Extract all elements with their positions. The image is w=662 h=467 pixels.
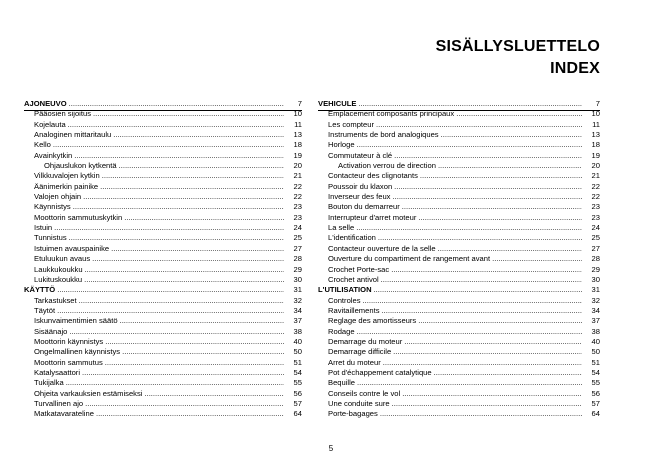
dot-leader <box>382 306 583 316</box>
toc-entry-page: 21 <box>293 171 302 181</box>
toc-entry-page: 37 <box>591 316 600 326</box>
toc-entry <box>318 399 600 409</box>
section-divider <box>24 110 302 111</box>
toc-section-heading <box>24 99 302 109</box>
toc-entry-label: Äänimerkin painike <box>34 181 99 191</box>
toc-entry <box>318 265 600 275</box>
toc-entry <box>318 337 600 347</box>
toc-entry-label: Rodage <box>328 326 355 336</box>
dot-leader <box>92 254 284 264</box>
toc-entry-page: 56 <box>293 388 302 398</box>
toc-entry-label: Turvallinen ajo <box>34 398 84 408</box>
toc-entry-page: 22 <box>293 192 302 202</box>
toc-entry <box>24 140 302 150</box>
toc-entry-page: 29 <box>591 264 600 274</box>
dot-leader <box>356 223 582 233</box>
dot-leader <box>456 109 582 119</box>
toc-entry <box>318 327 600 337</box>
dot-leader <box>122 347 284 357</box>
toc-entry-page: 27 <box>293 243 302 253</box>
toc-entry <box>318 120 600 130</box>
dot-leader <box>441 130 582 140</box>
toc-entry-label: Moottorin sammutuskytkin <box>34 212 123 222</box>
toc-entry <box>318 151 600 161</box>
dot-leader <box>357 327 582 337</box>
toc-entry-page: 22 <box>293 181 302 191</box>
dot-leader <box>100 182 284 192</box>
toc-entry-label: Kello <box>34 140 51 150</box>
toc-entry-label: Crochet Porte-sac <box>328 264 390 274</box>
toc-entry-page: 20 <box>293 161 302 171</box>
toc-entry-label: Iskunvaimentimien säätö <box>34 316 118 326</box>
dot-leader <box>144 389 284 399</box>
dot-leader <box>376 120 582 130</box>
toc-entry-label: Bequille <box>328 378 356 388</box>
dot-leader <box>120 316 284 326</box>
toc-entry <box>24 161 302 171</box>
toc-entry-label: Valojen ohjain <box>34 192 82 202</box>
toc-entry-label: Ohjeita varkauksien estämiseksi <box>34 388 143 398</box>
toc-entry-page: 21 <box>591 171 600 181</box>
toc-column-french <box>318 99 600 420</box>
toc-entry-page: 29 <box>293 264 302 274</box>
toc-entry <box>318 244 600 254</box>
toc-entry-label: Ouverture du compartiment de rangement avant <box>328 254 491 264</box>
toc-entry-label: Arret du moteur <box>328 357 381 367</box>
toc-entry-label: Une conduite sure <box>328 398 390 408</box>
dot-leader <box>66 378 284 388</box>
toc-entry-page: 37 <box>293 316 302 326</box>
dot-leader <box>378 233 582 243</box>
toc-entry-page: 27 <box>591 243 600 253</box>
toc-entry-label: Etuluukun avaus <box>34 254 91 264</box>
dot-leader <box>105 358 284 368</box>
dot-leader <box>74 151 284 161</box>
toc-entry-label: Poussoir du klaxon <box>328 181 393 191</box>
toc-entry-label: Avainkytkin <box>34 150 73 160</box>
toc-entry <box>24 151 302 161</box>
toc-entry-page: 50 <box>591 347 600 357</box>
toc-entry <box>24 296 302 306</box>
toc-entry-label: Emplacement composants principaux <box>328 109 455 119</box>
dot-leader <box>69 327 284 337</box>
page-title-finnish: SISÄLLYSLUETTELO <box>435 38 600 55</box>
toc-entry-page: 64 <box>591 409 600 419</box>
toc-entry-label: Istuimen avauspainike <box>34 243 110 253</box>
toc-entry-page: 34 <box>591 305 600 315</box>
toc-entry <box>24 399 302 409</box>
toc-entry-label: Ongelmallinen käynnistys <box>34 347 121 357</box>
toc-entry-label: Katalysaattori <box>34 367 81 377</box>
dot-leader <box>380 409 582 419</box>
toc-entry-page: 50 <box>293 347 302 357</box>
toc-entry-label: Tunnistus <box>34 233 67 243</box>
toc-entry-page: 64 <box>293 409 302 419</box>
toc-entry-page: 18 <box>591 140 600 150</box>
dot-leader <box>96 409 284 419</box>
toc-entry-label: Analoginen mittaritaulu <box>34 130 112 140</box>
toc-entry-label: Crochet antivol <box>328 274 379 284</box>
toc-entry <box>24 213 302 223</box>
toc-entry-label: Contacteur des clignotants <box>328 171 418 181</box>
toc-entry-label: Instruments de bord analogiques <box>328 130 439 140</box>
toc-entry <box>24 182 302 192</box>
toc-entry <box>318 306 600 316</box>
toc-entry-label: VEHICULE <box>318 99 357 108</box>
dot-leader <box>82 368 284 378</box>
toc-entry-label: Käynnistys <box>34 202 71 212</box>
dot-leader <box>57 285 284 295</box>
toc-entry-label: Demarrage difficile <box>328 347 392 357</box>
toc-entry-page: 7 <box>595 99 600 108</box>
toc-entry-label: Kojelauta <box>34 119 66 129</box>
toc-entry <box>24 378 302 388</box>
toc-entry-page: 10 <box>293 109 302 119</box>
toc-entry <box>24 244 302 254</box>
toc-entry <box>24 327 302 337</box>
toc-entry <box>24 316 302 326</box>
toc-entry <box>318 368 600 378</box>
dot-leader <box>124 213 284 223</box>
dot-leader <box>418 213 582 223</box>
toc-entry-label: L'identification <box>328 233 376 243</box>
dot-leader <box>68 120 284 130</box>
dot-leader <box>374 285 582 295</box>
dot-leader <box>54 223 284 233</box>
toc-entry-label: Pot d'échappement catalytique <box>328 367 432 377</box>
toc-entry-label: Inverseur des feux <box>328 192 391 202</box>
toc-entry-page: 30 <box>293 274 302 284</box>
toc-entry-page: 23 <box>293 212 302 222</box>
toc-entry-page: 51 <box>293 357 302 367</box>
toc-entry-page: 32 <box>591 295 600 305</box>
toc-entry-label: La selle <box>328 223 355 233</box>
toc-entry <box>318 254 600 264</box>
dot-leader <box>393 347 582 357</box>
dot-leader <box>438 244 582 254</box>
dot-leader <box>53 140 284 150</box>
dot-leader <box>102 171 284 181</box>
page-title-french: INDEX <box>550 60 600 77</box>
toc-entry <box>24 202 302 212</box>
toc-entry-page: 23 <box>591 212 600 222</box>
toc-section-heading <box>24 285 302 295</box>
toc-entry-page: 24 <box>591 223 600 233</box>
dot-leader <box>85 399 284 409</box>
toc-entry-page: 57 <box>591 398 600 408</box>
toc-entry-page: 13 <box>591 130 600 140</box>
toc-entry-label: Commutateur à clé <box>328 150 393 160</box>
toc-entry-label: KÄYTTÖ <box>24 285 56 295</box>
toc-entry <box>318 161 600 171</box>
toc-entry-label: Interrupteur d'arret moteur <box>328 212 417 222</box>
toc-entry-page: 23 <box>293 202 302 212</box>
toc-entry-label: Matkatavarateline <box>34 409 94 419</box>
toc-entry <box>318 192 600 202</box>
toc-entry-label: Sisäänajo <box>34 326 68 336</box>
toc-entry-label: Contacteur ouverture de la selle <box>328 243 436 253</box>
dot-leader <box>434 368 582 378</box>
toc-entry-label: Istuin <box>34 223 53 233</box>
toc-section-heading <box>318 285 600 295</box>
section-divider <box>318 110 600 111</box>
toc-entry-label: Lukituskoukku <box>34 274 83 284</box>
dot-leader <box>383 358 582 368</box>
toc-entry-page: 54 <box>591 367 600 377</box>
toc-entry-label: Demarrage du moteur <box>328 336 403 346</box>
dot-leader <box>420 171 582 181</box>
dot-leader <box>357 378 582 388</box>
toc-entry <box>318 171 600 181</box>
toc-entry-label: L'UTILISATION <box>318 285 372 295</box>
toc-entry <box>318 358 600 368</box>
toc-entry <box>318 213 600 223</box>
toc-entry <box>24 306 302 316</box>
toc-entry-label: Bouton du demarreur <box>328 202 400 212</box>
dot-leader <box>363 296 583 306</box>
dot-leader <box>357 140 582 150</box>
toc-entry <box>318 182 600 192</box>
toc-entry-page: 56 <box>591 388 600 398</box>
dot-leader <box>93 109 284 119</box>
dot-leader <box>85 265 284 275</box>
toc-entry-label: Ravitaillements <box>328 305 380 315</box>
toc-entry-page: 28 <box>293 254 302 264</box>
toc-entry-label: Tukijalka <box>34 378 64 388</box>
toc-entry-label: AJONEUVO <box>24 99 67 108</box>
page-number: 5 <box>328 444 334 453</box>
toc-section-heading <box>318 99 600 109</box>
toc-entry <box>24 223 302 233</box>
toc-entry-label: Activation verrou de direction <box>338 161 436 171</box>
toc-entry-label: Moottorin sammutus <box>34 357 103 367</box>
toc-entry <box>24 368 302 378</box>
toc-entry <box>24 192 302 202</box>
dot-leader <box>83 192 284 202</box>
toc-entry-page: 30 <box>591 274 600 284</box>
toc-entry-page: 23 <box>591 202 600 212</box>
toc-entry-page: 38 <box>293 326 302 336</box>
dot-leader <box>392 399 582 409</box>
dot-leader <box>119 161 284 171</box>
toc-entry-page: 13 <box>293 130 302 140</box>
toc-column-finnish <box>24 99 302 420</box>
toc-entry <box>318 130 600 140</box>
toc-entry-page: 32 <box>293 295 302 305</box>
toc-entry-page: 40 <box>293 336 302 346</box>
toc-entry <box>318 233 600 243</box>
toc-entry-page: 20 <box>591 161 600 171</box>
toc-entry-page: 25 <box>591 233 600 243</box>
dot-leader <box>111 244 284 254</box>
toc-entry-page: 18 <box>293 140 302 150</box>
toc-entry-page: 11 <box>592 119 600 129</box>
dot-leader <box>394 182 582 192</box>
dot-leader <box>418 316 582 326</box>
toc-entry-page: 51 <box>591 357 600 367</box>
toc-entry-page: 40 <box>591 336 600 346</box>
toc-entry-page: 34 <box>293 305 302 315</box>
toc-entry-label: Les compteur <box>328 119 375 129</box>
toc-entry <box>24 254 302 264</box>
dot-leader <box>73 202 284 212</box>
toc-entry <box>318 409 600 419</box>
toc-entry-page: 28 <box>591 254 600 264</box>
toc-entry <box>318 316 600 326</box>
toc-entry-label: Porte-bagages <box>328 409 378 419</box>
dot-leader <box>69 233 284 243</box>
toc-entry <box>318 347 600 357</box>
dot-leader <box>84 275 284 285</box>
toc-entry <box>318 109 600 119</box>
toc-entry <box>318 378 600 388</box>
dot-leader <box>438 161 582 171</box>
toc-entry <box>24 358 302 368</box>
toc-entry <box>318 275 600 285</box>
toc-entry-label: Ohjauslukon kytkentä <box>44 161 117 171</box>
toc-entry <box>318 140 600 150</box>
toc-entry-page: 11 <box>294 119 302 129</box>
dot-leader <box>57 306 284 316</box>
toc-entry <box>24 337 302 347</box>
toc-entry <box>24 409 302 419</box>
toc-entry <box>24 275 302 285</box>
toc-entry-label: Tarkastukset <box>34 295 77 305</box>
toc-entry-label: Conseils contre le vol <box>328 388 401 398</box>
dot-leader <box>381 275 582 285</box>
toc-entry-label: Reglage des amortisseurs <box>328 316 417 326</box>
toc-entry-page: 55 <box>293 378 302 388</box>
dot-leader <box>492 254 582 264</box>
toc-entry <box>24 171 302 181</box>
dot-leader <box>113 130 284 140</box>
toc-entry-page: 55 <box>591 378 600 388</box>
toc-entry <box>318 223 600 233</box>
toc-entry-label: Pääosien sijoitus <box>34 109 91 119</box>
toc-entry-page: 57 <box>293 398 302 408</box>
toc-entry-page: 7 <box>297 99 302 108</box>
dot-leader <box>394 151 582 161</box>
dot-leader <box>392 192 582 202</box>
toc-entry-page: 22 <box>591 181 600 191</box>
dot-leader <box>402 202 582 212</box>
dot-leader <box>391 265 582 275</box>
dot-leader <box>358 99 582 109</box>
toc-entry <box>24 109 302 119</box>
toc-entry-label: Täytöt <box>34 305 56 315</box>
toc-entry <box>318 389 600 399</box>
toc-entry <box>318 296 600 306</box>
dot-leader <box>402 389 582 399</box>
toc-entry <box>318 202 600 212</box>
dot-leader <box>69 99 284 109</box>
dot-leader <box>79 296 284 306</box>
toc-entry <box>24 389 302 399</box>
toc-entry-page: 31 <box>591 285 600 295</box>
toc-entry-page: 54 <box>293 367 302 377</box>
toc-entry-page: 38 <box>591 326 600 336</box>
dot-leader <box>105 337 284 347</box>
toc-entry <box>24 233 302 243</box>
toc-entry-page: 10 <box>591 109 600 119</box>
toc-entry-label: Vilkkuvalojen kytkin <box>34 171 100 181</box>
toc-entry-page: 19 <box>293 150 302 160</box>
toc-entry-label: Moottorin käynnistys <box>34 336 104 346</box>
toc-entry-page: 25 <box>293 233 302 243</box>
toc-entry-page: 24 <box>293 223 302 233</box>
dot-leader <box>404 337 582 347</box>
toc-entry <box>24 120 302 130</box>
toc-entry-label: Laukkukoukku <box>34 264 83 274</box>
toc-entry <box>24 347 302 357</box>
toc-entry <box>24 130 302 140</box>
toc-entry-page: 22 <box>591 192 600 202</box>
toc-entry-label: Horloge <box>328 140 355 150</box>
toc-entry-page: 19 <box>591 150 600 160</box>
toc-entry-page: 31 <box>293 285 302 295</box>
toc-entry <box>24 265 302 275</box>
toc-entry-label: Controles <box>328 295 361 305</box>
